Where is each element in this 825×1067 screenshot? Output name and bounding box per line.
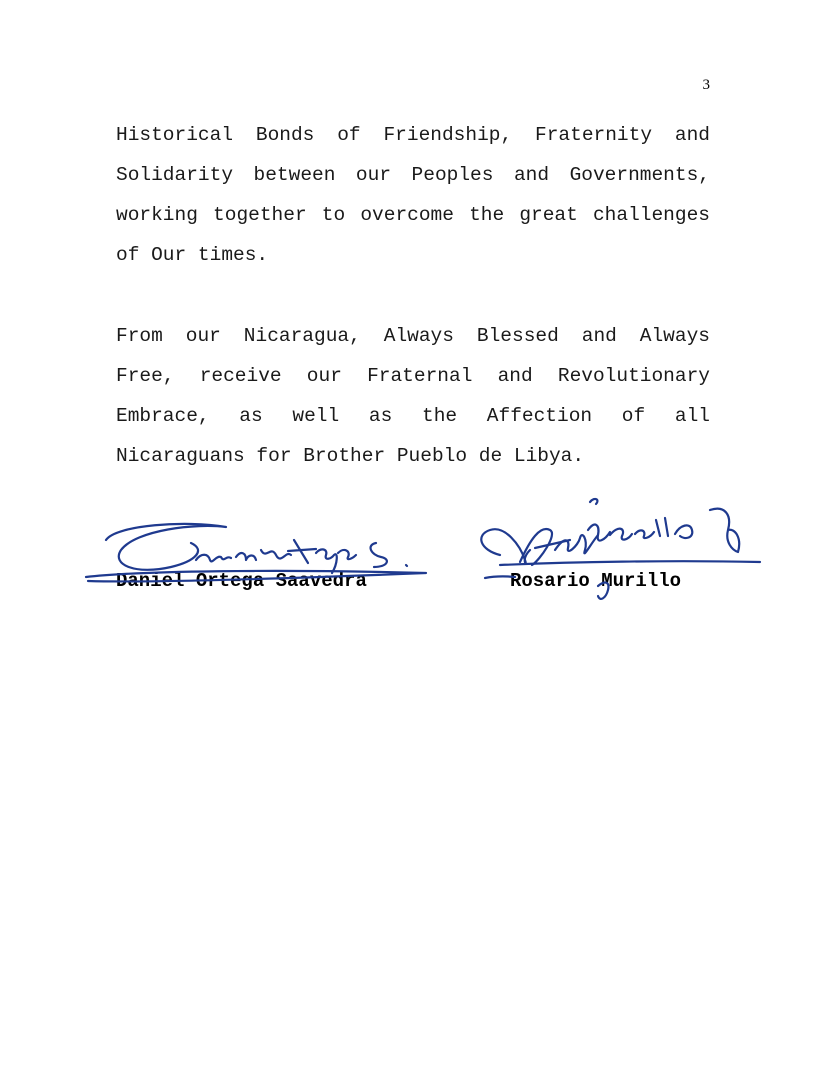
paragraph-greeting	[116, 316, 710, 476]
paragraph-line: Historical Bonds of Friendship, Fraternity and	[116, 124, 710, 146]
paragraph-line: Solidarity between our Peoples and Governments,	[116, 164, 710, 186]
paragraph-line: Nicaraguans for Brother Pueblo de Libya.	[116, 445, 585, 467]
paragraph-line: Free, receive our Fraternal and Revolutionary	[116, 365, 710, 387]
paragraph-line: working together to overcome the great challenges	[116, 204, 710, 226]
signature-ink	[86, 524, 426, 582]
paragraph-line: From our Nicaragua, Always Blessed and Always	[116, 325, 710, 347]
signature-ink	[481, 499, 760, 599]
signatory-name-murillo: Rosario Murillo	[510, 570, 682, 592]
signature-ortega	[76, 505, 446, 605]
paragraph-line: Embrace, as well as the Affection of all	[116, 405, 710, 427]
signature-murillo	[470, 490, 770, 610]
paragraph-closing-bonds	[116, 115, 710, 275]
page-number: 3	[702, 77, 710, 93]
paragraph-line: of Our times.	[116, 244, 269, 266]
signatory-name-ortega: Daniel Ortega Saavedra	[116, 570, 367, 592]
